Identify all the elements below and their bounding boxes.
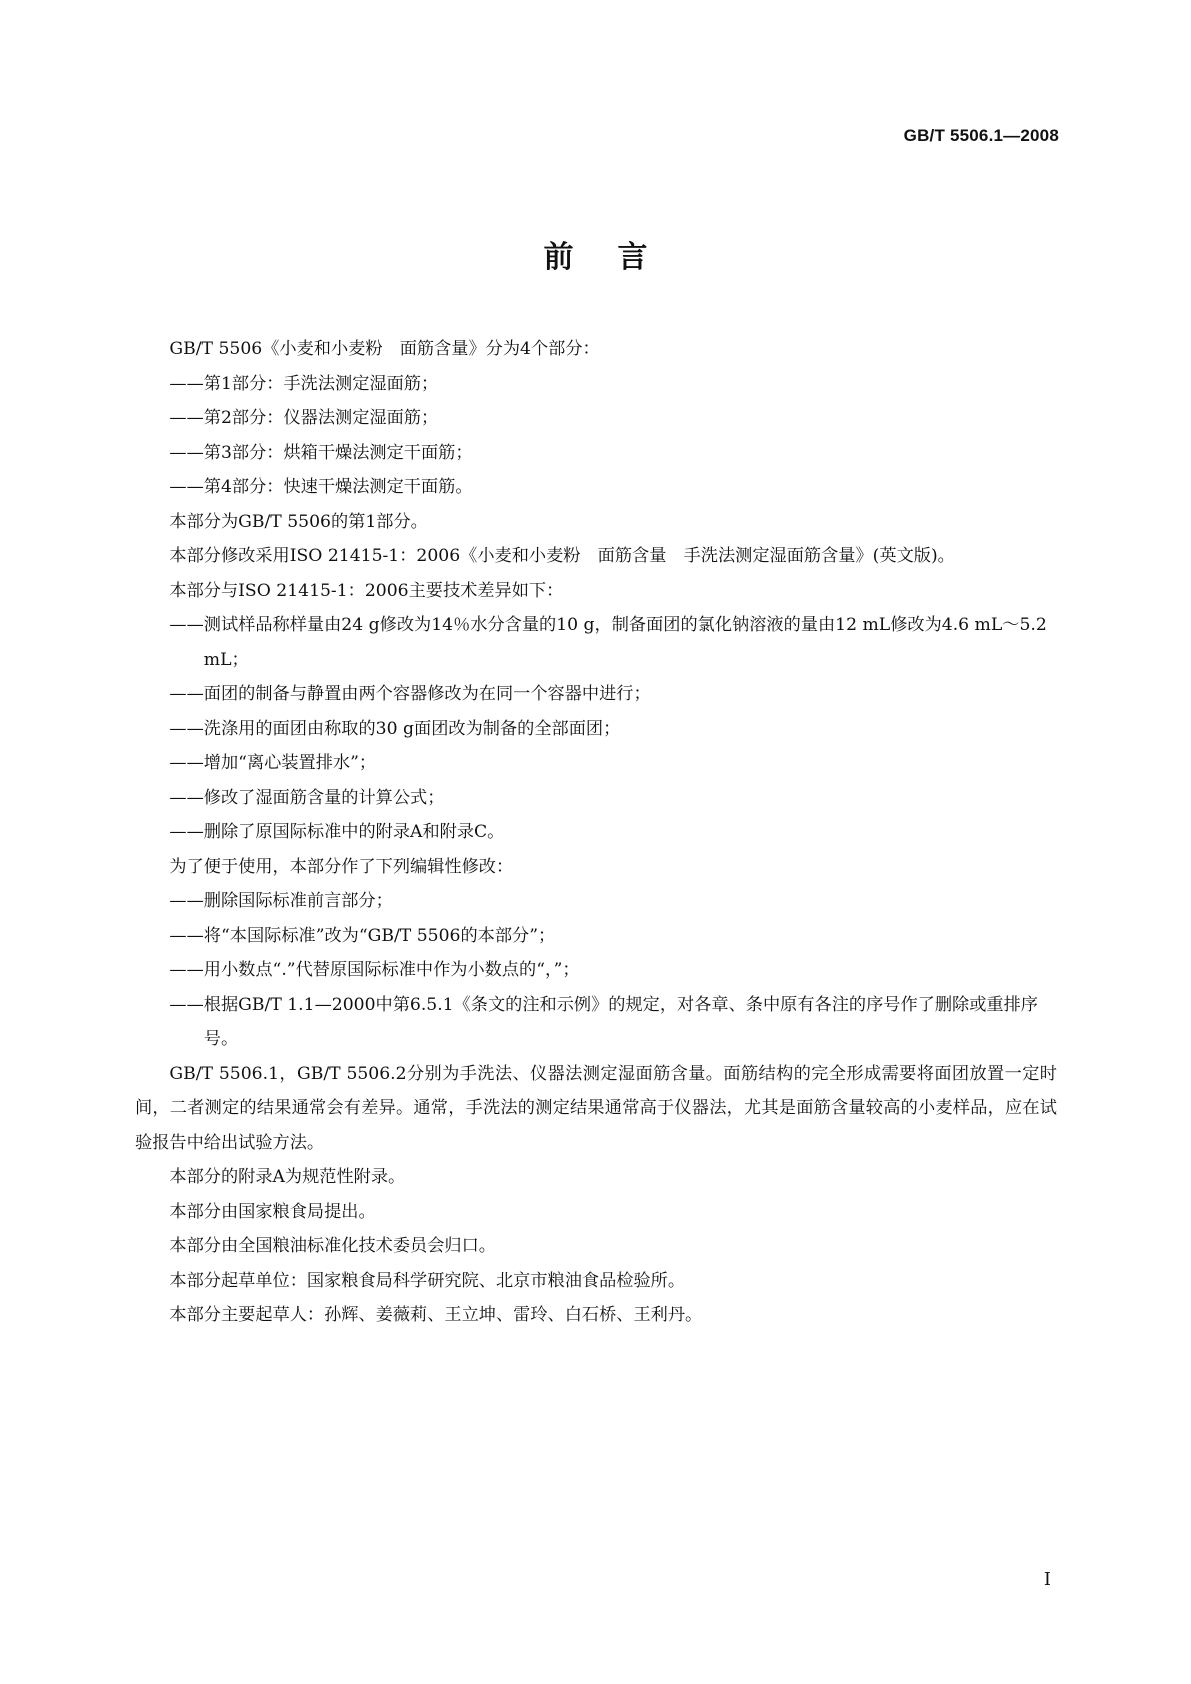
page-title: 前言 [543,240,692,275]
difference-item [135,815,1057,850]
editorial-item [135,953,1057,988]
standard-code: GB/T 5506.1—2008 [903,126,1059,145]
difference-item [135,781,1057,816]
part-2-item [135,401,1057,436]
list-item-text: 测试样品称样量由24 g修改为14％水分含量的10 g，制备面团的氯化钠溶液的量由12 mL修改为4.6 mL～5.2 mL； [203,615,1047,670]
editorial-item [135,884,1057,919]
list-item-text: 用小数点“.”代替原国际标准中作为小数点的“，”； [203,960,580,980]
proposer: 本部分由国家粮食局提出。 [169,1201,376,1222]
editorial-item [135,919,1057,954]
part-4-item [135,470,1057,505]
centralized-unit: 本部分由全国粮油标准化技术委员会归口。 [169,1236,496,1256]
page-number: I [1043,1569,1051,1590]
part-3-item [135,436,1057,471]
technical-differences-intro: 本部分与ISO 21415-1：2006主要技术差异如下： [169,580,564,601]
list-dash: —— [169,718,204,739]
list-item-text: 面团的制备与静置由两个容器修改为在同一个容器中进行； [203,684,651,704]
editorial-item [135,988,1057,1057]
list-item-text: 第4部分：快速干燥法测定干面筋。 [203,477,473,497]
difference-item [135,608,1057,677]
parts-intro: GB/T 5506《小麦和小麦粉 面筋含量》分为4个部分： [169,339,600,359]
list-item-text: 第1部分：手洗法测定湿面筋； [203,373,439,394]
list-dash: —— [169,373,204,394]
list-dash: —— [169,925,204,946]
list-item-text: 将“本国际标准”改为“GB/T 5506的本部分”； [203,925,556,946]
difference-item [135,712,1057,747]
iso-adoption: 本部分修改采用ISO 21415-1：2006《小麦和小麦粉 面筋含量 手洗法测定湿面筋含量》(英文版)。 [169,546,955,566]
list-item-text: 根据GB/T 1.1—2000中第6.5.1《条文的注和示例》的规定，对各章、条中原有各注的序号作了删除或重排序号。 [203,994,1038,1049]
list-dash: —— [169,891,204,911]
list-dash: —— [169,994,204,1015]
list-dash: —— [169,615,204,635]
list-item-text: 删除国际标准前言部分； [203,891,393,911]
list-dash: —— [169,822,204,842]
list-dash: —— [169,442,204,463]
difference-item [135,677,1057,712]
list-dash: —— [169,753,204,773]
list-item-text: 删除了原国际标准中的附录A和附录C。 [203,822,505,842]
list-dash: —— [169,960,204,980]
list-item-text: 修改了湿面筋含量的计算公式； [203,787,445,808]
list-dash: —— [169,477,204,497]
list-item-text: 第3部分：烘箱干燥法测定干面筋； [203,442,473,463]
list-dash: —— [169,787,204,808]
annex-note: 本部分的附录A为规范性附录。 [169,1167,406,1187]
method-comparison: GB/T 5506.1，GB/T 5506.2分别为手洗法、仪器法测定湿面筋含量。面筋结构的完全形成需要将面团放置一定时间，二者测定的结果通常会有差异。通常，手洗法的测定结果通常高于仪器法，尤其是面筋含量较高的小麦样品，应在试验报告中给出试验方法。 [135,1063,1057,1153]
part-1-item [135,367,1057,402]
list-item-text: 洗涤用的面团由称取的30 g面团改为制备的全部面团； [203,718,621,739]
main-drafters: 本部分主要起草人：孙辉、姜薇莉、王立坤、雷玲、白石桥、王利丹。 [169,1305,703,1325]
list-item-text: 增加“离心装置排水”； [203,753,377,773]
difference-item [135,746,1057,781]
drafting-units: 本部分起草单位：国家粮食局科学研究院、北京市粮油食品检验所。 [169,1270,686,1291]
list-dash: —— [169,684,204,704]
list-dash: —— [169,408,204,428]
foreword-body [135,332,1057,1333]
part-statement: 本部分为GB/T 5506的第1部分。 [169,511,428,532]
list-item-text: 第2部分：仪器法测定湿面筋； [203,408,439,428]
editorial-changes-intro: 为了便于使用，本部分作了下列编辑性修改： [169,856,514,877]
